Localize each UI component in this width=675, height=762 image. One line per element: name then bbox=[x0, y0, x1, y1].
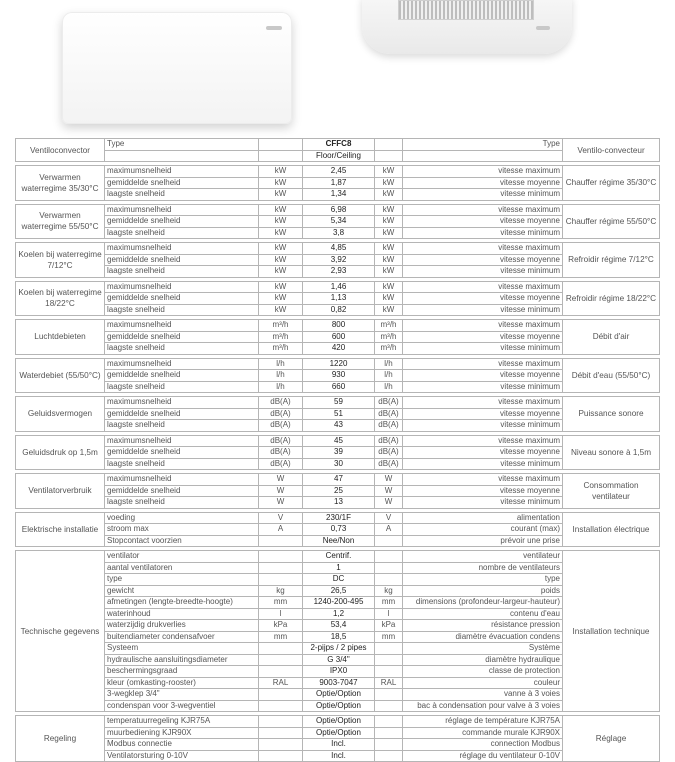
unit-right bbox=[375, 562, 403, 574]
unit-right bbox=[375, 739, 403, 751]
unit-left: kW bbox=[259, 293, 303, 305]
row-label-fr: ventilateur bbox=[403, 551, 563, 563]
unit-left bbox=[259, 700, 303, 712]
brand-logo-icon bbox=[266, 26, 282, 30]
unit-left bbox=[259, 689, 303, 701]
row-value: Incl. bbox=[303, 750, 375, 762]
unit-right: kW bbox=[375, 177, 403, 189]
table-row bbox=[16, 358, 660, 370]
unit-right: m³/h bbox=[375, 320, 403, 332]
group-label-fr: Refroidir régime 18/22°C bbox=[563, 281, 660, 316]
row-label-fr: vitesse minimum bbox=[403, 227, 563, 239]
unit-left: kW bbox=[259, 204, 303, 216]
unit-left: kg bbox=[259, 585, 303, 597]
row-label-nl: condenspan voor 3-wegventiel bbox=[105, 700, 259, 712]
unit-right bbox=[375, 654, 403, 666]
row-label-fr: vitesse maximum bbox=[403, 397, 563, 409]
unit-left: dB(A) bbox=[259, 447, 303, 459]
row-value: 2,45 bbox=[303, 166, 375, 178]
row-label-nl: maximumsnelheid bbox=[105, 281, 259, 293]
row-value: Nee/Non bbox=[303, 535, 375, 547]
row-value: 9003-7047 bbox=[303, 677, 375, 689]
unit-right: A bbox=[375, 524, 403, 536]
row-label-nl: gemiddelde snelheid bbox=[105, 485, 259, 497]
row-label-fr: connection Modbus bbox=[403, 739, 563, 751]
group-label-fr: Niveau sonore à 1,5m bbox=[563, 435, 660, 470]
nl-title: Ventiloconvector bbox=[16, 139, 105, 162]
row-label-fr: vitesse moyenne bbox=[403, 370, 563, 382]
group-label-fr: Débit d'air bbox=[563, 320, 660, 355]
unit-left bbox=[259, 562, 303, 574]
row-label-fr: vitesse minimum bbox=[403, 343, 563, 355]
row-value: 1,13 bbox=[303, 293, 375, 305]
row-value: 1,34 bbox=[303, 189, 375, 201]
unit-right: l/h bbox=[375, 370, 403, 382]
row-label-nl: temperatuurregeling KJR75A bbox=[105, 716, 259, 728]
unit-right: dB(A) bbox=[375, 408, 403, 420]
row-value: 45 bbox=[303, 435, 375, 447]
table-row bbox=[16, 512, 660, 524]
row-value: 5,34 bbox=[303, 216, 375, 228]
row-label-fr: vitesse moyenne bbox=[403, 177, 563, 189]
unit-right bbox=[375, 716, 403, 728]
row-label-fr: vitesse maximum bbox=[403, 320, 563, 332]
row-value: 1,2 bbox=[303, 608, 375, 620]
unit-left: dB(A) bbox=[259, 420, 303, 432]
row-label-fr: vitesse moyenne bbox=[403, 216, 563, 228]
row-value: 13 bbox=[303, 497, 375, 509]
table-row bbox=[16, 551, 660, 563]
unit-right: l/h bbox=[375, 358, 403, 370]
unit-left: RAL bbox=[259, 677, 303, 689]
unit-right bbox=[375, 551, 403, 563]
unit-left: W bbox=[259, 474, 303, 486]
row-label-nl: gemiddelde snelheid bbox=[105, 293, 259, 305]
unit-left: m³/h bbox=[259, 320, 303, 332]
group-label-fr: Chauffer régime 35/30°C bbox=[563, 166, 660, 201]
unit-left bbox=[259, 654, 303, 666]
unit-left: kW bbox=[259, 189, 303, 201]
unit-left bbox=[259, 739, 303, 751]
group-label-fr: Puissance sonore bbox=[563, 397, 660, 432]
row-label-fr: réglage du ventilateur 0-10V bbox=[403, 750, 563, 762]
unit-left: W bbox=[259, 497, 303, 509]
unit-right: mm bbox=[375, 597, 403, 609]
group-label-fr: Installation électrique bbox=[563, 512, 660, 547]
row-label-nl: laagste snelheid bbox=[105, 497, 259, 509]
row-value: 1240-200-495 bbox=[303, 597, 375, 609]
row-label-nl: gewicht bbox=[105, 585, 259, 597]
group-label-fr: Débit d'eau (55/50°C) bbox=[563, 358, 660, 393]
row-label-fr: vitesse minimum bbox=[403, 381, 563, 393]
unit-right: kW bbox=[375, 293, 403, 305]
unit-left: mm bbox=[259, 597, 303, 609]
model-name: CFFC8 bbox=[303, 139, 375, 151]
row-value: 4,85 bbox=[303, 243, 375, 255]
unit-right bbox=[375, 689, 403, 701]
unit-right: dB(A) bbox=[375, 420, 403, 432]
row-value: 26,5 bbox=[303, 585, 375, 597]
row-value: Optie/Option bbox=[303, 689, 375, 701]
row-label-nl: laagste snelheid bbox=[105, 381, 259, 393]
row-label-nl: kleur (omkasting-rooster) bbox=[105, 677, 259, 689]
unit-left: kW bbox=[259, 243, 303, 255]
row-label-nl: gemiddelde snelheid bbox=[105, 447, 259, 459]
row-value: 25 bbox=[303, 485, 375, 497]
unit-right: kW bbox=[375, 166, 403, 178]
row-value: 600 bbox=[303, 331, 375, 343]
table-row bbox=[16, 435, 660, 447]
row-label-nl: maximumsnelheid bbox=[105, 435, 259, 447]
row-label-fr: dimensions (profondeur-largeur-hauteur) bbox=[403, 597, 563, 609]
product-images bbox=[0, 0, 675, 138]
row-label-nl: laagste snelheid bbox=[105, 304, 259, 316]
group-label-fr: Consommation ventilateur bbox=[563, 474, 660, 509]
row-label-fr: vitesse moyenne bbox=[403, 447, 563, 459]
unit-left bbox=[259, 551, 303, 563]
row-label-nl: Systeem bbox=[105, 643, 259, 655]
row-label-nl: gemiddelde snelheid bbox=[105, 331, 259, 343]
table-row bbox=[16, 397, 660, 409]
type-label-fr: Type bbox=[403, 139, 563, 151]
unit-right: RAL bbox=[375, 677, 403, 689]
group-label-fr: Refroidir régime 7/12°C bbox=[563, 243, 660, 278]
row-label-fr: alimentation bbox=[403, 512, 563, 524]
row-value: DC bbox=[303, 574, 375, 586]
unit-right: m³/h bbox=[375, 343, 403, 355]
row-label-fr: réglage de température KJR75A bbox=[403, 716, 563, 728]
row-label-fr: type bbox=[403, 574, 563, 586]
row-value: 30 bbox=[303, 458, 375, 470]
group-label-nl: Geluidsdruk op 1,5m bbox=[16, 435, 105, 470]
unit-left: m³/h bbox=[259, 331, 303, 343]
row-label-fr: contenu d'eau bbox=[403, 608, 563, 620]
row-label-fr: vitesse minimum bbox=[403, 420, 563, 432]
row-label-nl: gemiddelde snelheid bbox=[105, 254, 259, 266]
row-value: 1220 bbox=[303, 358, 375, 370]
unit-right bbox=[375, 535, 403, 547]
row-label-fr: Système bbox=[403, 643, 563, 655]
unit-left: l/h bbox=[259, 358, 303, 370]
row-label-fr: vitesse moyenne bbox=[403, 293, 563, 305]
row-label-fr: résistance pression bbox=[403, 620, 563, 632]
table-row bbox=[16, 474, 660, 486]
row-value: 3,8 bbox=[303, 227, 375, 239]
row-value: Centrif. bbox=[303, 551, 375, 563]
row-label-nl: laagste snelheid bbox=[105, 227, 259, 239]
unit-left: l bbox=[259, 608, 303, 620]
row-label-fr: vitesse moyenne bbox=[403, 331, 563, 343]
group-label-nl: Luchtdebieten bbox=[16, 320, 105, 355]
unit-right: kW bbox=[375, 304, 403, 316]
row-label-nl: maximumsnelheid bbox=[105, 204, 259, 216]
unit-left: kW bbox=[259, 216, 303, 228]
fr-title: Ventilo-convecteur bbox=[563, 139, 660, 162]
row-label-nl: 3-wegklep 3/4" bbox=[105, 689, 259, 701]
row-label-nl: buitendiameter condensafvoer bbox=[105, 631, 259, 643]
row-label-nl: aantal ventilatoren bbox=[105, 562, 259, 574]
type-label-nl: Type bbox=[105, 139, 259, 151]
row-label-nl: maximumsnelheid bbox=[105, 243, 259, 255]
row-label-fr: nombre de ventilateurs bbox=[403, 562, 563, 574]
unit-right: mm bbox=[375, 631, 403, 643]
row-value: Incl. bbox=[303, 739, 375, 751]
row-value: Optie/Option bbox=[303, 716, 375, 728]
unit-left: l/h bbox=[259, 370, 303, 382]
unit-left: A bbox=[259, 524, 303, 536]
row-label-nl: laagste snelheid bbox=[105, 343, 259, 355]
row-value: 47 bbox=[303, 474, 375, 486]
row-value: 930 bbox=[303, 370, 375, 382]
unit-left: kW bbox=[259, 227, 303, 239]
unit-left: dB(A) bbox=[259, 397, 303, 409]
spec-table bbox=[15, 138, 660, 762]
unit-left: mm bbox=[259, 631, 303, 643]
unit-right: kW bbox=[375, 189, 403, 201]
row-label-nl: Ventilatorsturing 0-10V bbox=[105, 750, 259, 762]
row-label-nl: muurbediening KJR90X bbox=[105, 727, 259, 739]
unit-right bbox=[375, 727, 403, 739]
unit-left bbox=[259, 643, 303, 655]
row-value: 1,46 bbox=[303, 281, 375, 293]
unit-right: kW bbox=[375, 227, 403, 239]
table-row bbox=[16, 204, 660, 216]
row-label-nl: beschermingsgraad bbox=[105, 666, 259, 678]
unit-left bbox=[259, 535, 303, 547]
unit-left: kW bbox=[259, 166, 303, 178]
unit-left bbox=[259, 716, 303, 728]
unit-right bbox=[375, 700, 403, 712]
group-label-nl: Technische gegevens bbox=[16, 551, 105, 712]
group-label-nl: Regeling bbox=[16, 716, 105, 762]
row-value: 51 bbox=[303, 408, 375, 420]
row-label-nl: laagste snelheid bbox=[105, 458, 259, 470]
row-label-nl: hydraulische aansluitingsdiameter bbox=[105, 654, 259, 666]
row-value: 2,93 bbox=[303, 266, 375, 278]
row-label-nl: maximumsnelheid bbox=[105, 397, 259, 409]
row-label-nl: gemiddelde snelheid bbox=[105, 370, 259, 382]
row-label-fr: vitesse moyenne bbox=[403, 485, 563, 497]
row-label-nl: gemiddelde snelheid bbox=[105, 177, 259, 189]
table-row bbox=[16, 716, 660, 728]
unit-right: dB(A) bbox=[375, 447, 403, 459]
row-label-nl: waterzijdig drukverlies bbox=[105, 620, 259, 632]
unit-left bbox=[259, 750, 303, 762]
table-row bbox=[16, 281, 660, 293]
row-label-fr: vitesse maximum bbox=[403, 435, 563, 447]
brand-logo-icon bbox=[536, 26, 550, 30]
row-value: 39 bbox=[303, 447, 375, 459]
row-label-fr: vitesse maximum bbox=[403, 243, 563, 255]
group-label-fr: Chauffer régime 55/50°C bbox=[563, 204, 660, 239]
unit-right bbox=[375, 574, 403, 586]
row-value: 800 bbox=[303, 320, 375, 332]
unit-left: kW bbox=[259, 304, 303, 316]
table-row bbox=[16, 166, 660, 178]
row-value: 6,98 bbox=[303, 204, 375, 216]
row-value: 420 bbox=[303, 343, 375, 355]
unit-right: kPa bbox=[375, 620, 403, 632]
row-label-fr: vitesse maximum bbox=[403, 474, 563, 486]
row-label-fr: vitesse minimum bbox=[403, 458, 563, 470]
row-label-fr: vitesse maximum bbox=[403, 166, 563, 178]
group-label-fr: Réglage bbox=[563, 716, 660, 762]
table-row bbox=[16, 243, 660, 255]
row-label-fr: commande murale KJR90X bbox=[403, 727, 563, 739]
row-label-fr: vitesse moyenne bbox=[403, 254, 563, 266]
unit-right bbox=[375, 750, 403, 762]
unit-right: dB(A) bbox=[375, 397, 403, 409]
unit-left: kW bbox=[259, 177, 303, 189]
row-value: IPX0 bbox=[303, 666, 375, 678]
row-label-fr: prévoir une prise bbox=[403, 535, 563, 547]
unit-left bbox=[259, 574, 303, 586]
unit-right: l/h bbox=[375, 381, 403, 393]
row-value: 230/1F bbox=[303, 512, 375, 524]
row-value: 53,4 bbox=[303, 620, 375, 632]
row-label-nl: ventilator bbox=[105, 551, 259, 563]
row-label-nl: Stopcontact voorzien bbox=[105, 535, 259, 547]
unit-right: V bbox=[375, 512, 403, 524]
row-label-nl: maximumsnelheid bbox=[105, 320, 259, 332]
row-label-nl: stroom max bbox=[105, 524, 259, 536]
unit-right: W bbox=[375, 485, 403, 497]
group-label-nl: Waterdebiet (55/50°C) bbox=[16, 358, 105, 393]
row-label-fr: vitesse maximum bbox=[403, 281, 563, 293]
row-label-nl: gemiddelde snelheid bbox=[105, 408, 259, 420]
table-row bbox=[16, 320, 660, 332]
row-label-nl: afmetingen (lengte-breedte-hoogte) bbox=[105, 597, 259, 609]
unit-right: m³/h bbox=[375, 331, 403, 343]
row-label-fr: couleur bbox=[403, 677, 563, 689]
row-label-nl: laagste snelheid bbox=[105, 189, 259, 201]
mounting-type: Floor/Ceiling bbox=[303, 150, 375, 162]
group-label-nl: Verwarmen waterregime 35/30°C bbox=[16, 166, 105, 201]
air-grille-icon bbox=[398, 0, 534, 20]
row-value: Optie/Option bbox=[303, 700, 375, 712]
unit-right: kW bbox=[375, 204, 403, 216]
unit-left bbox=[259, 666, 303, 678]
row-label-fr: vitesse minimum bbox=[403, 189, 563, 201]
row-label-nl: Modbus connectie bbox=[105, 739, 259, 751]
row-label-fr: classe de protection bbox=[403, 666, 563, 678]
unit-left: V bbox=[259, 512, 303, 524]
unit-right bbox=[375, 643, 403, 655]
row-label-fr: bac à condensation pour valve à 3 voies bbox=[403, 700, 563, 712]
row-label-fr: courant (max) bbox=[403, 524, 563, 536]
row-value: 1 bbox=[303, 562, 375, 574]
row-label-nl: gemiddelde snelheid bbox=[105, 216, 259, 228]
unit-left: l/h bbox=[259, 381, 303, 393]
unit-right: kW bbox=[375, 281, 403, 293]
unit-left: kPa bbox=[259, 620, 303, 632]
unit-left: kW bbox=[259, 281, 303, 293]
row-value: 1,87 bbox=[303, 177, 375, 189]
row-label-nl: maximumsnelheid bbox=[105, 166, 259, 178]
unit-right: kW bbox=[375, 254, 403, 266]
row-value: 43 bbox=[303, 420, 375, 432]
group-label-nl: Geluidsvermogen bbox=[16, 397, 105, 432]
row-value: 3,92 bbox=[303, 254, 375, 266]
row-value: 59 bbox=[303, 397, 375, 409]
unit-right bbox=[375, 666, 403, 678]
row-label-fr: diamètre hydraulique bbox=[403, 654, 563, 666]
unit-right: dB(A) bbox=[375, 458, 403, 470]
unit-left: dB(A) bbox=[259, 458, 303, 470]
unit-right: l bbox=[375, 608, 403, 620]
unit-right: W bbox=[375, 474, 403, 486]
row-label-nl: laagste snelheid bbox=[105, 266, 259, 278]
row-label-fr: poids bbox=[403, 585, 563, 597]
row-label-fr: vitesse minimum bbox=[403, 266, 563, 278]
unit-left: m³/h bbox=[259, 343, 303, 355]
unit-left: kW bbox=[259, 266, 303, 278]
unit-left: dB(A) bbox=[259, 408, 303, 420]
row-label-nl: voeding bbox=[105, 512, 259, 524]
group-label-nl: Verwarmen waterregime 55/50°C bbox=[16, 204, 105, 239]
row-value: 2-pijps / 2 pipes bbox=[303, 643, 375, 655]
group-label-nl: Elektrische installatie bbox=[16, 512, 105, 547]
row-label-nl: laagste snelheid bbox=[105, 420, 259, 432]
unit-left: dB(A) bbox=[259, 435, 303, 447]
row-label-nl: type bbox=[105, 574, 259, 586]
row-label-fr: diamètre évacuation condens bbox=[403, 631, 563, 643]
row-label-fr: vitesse maximum bbox=[403, 358, 563, 370]
row-value: 0,73 bbox=[303, 524, 375, 536]
row-label-nl: waterinhoud bbox=[105, 608, 259, 620]
group-label-nl: Koelen bij waterregime 7/12°C bbox=[16, 243, 105, 278]
row-label-fr: vitesse minimum bbox=[403, 497, 563, 509]
unit-right: kW bbox=[375, 266, 403, 278]
group-label-nl: Koelen bij waterregime 18/22°C bbox=[16, 281, 105, 316]
row-label-fr: vitesse maximum bbox=[403, 204, 563, 216]
unit-left: W bbox=[259, 485, 303, 497]
row-value: G 3/4" bbox=[303, 654, 375, 666]
unit-right: dB(A) bbox=[375, 435, 403, 447]
ceiling-unit-image bbox=[362, 0, 572, 54]
unit-left: kW bbox=[259, 254, 303, 266]
header-row bbox=[16, 139, 660, 151]
row-label-fr: vanne à 3 voies bbox=[403, 689, 563, 701]
row-value: 0,82 bbox=[303, 304, 375, 316]
row-label-fr: vitesse moyenne bbox=[403, 408, 563, 420]
unit-right: kW bbox=[375, 243, 403, 255]
floor-unit-image bbox=[62, 12, 292, 124]
row-label-fr: vitesse minimum bbox=[403, 304, 563, 316]
row-value: 18,5 bbox=[303, 631, 375, 643]
unit-right: kg bbox=[375, 585, 403, 597]
group-label-fr: Installation technique bbox=[563, 551, 660, 712]
unit-left bbox=[259, 727, 303, 739]
group-label-nl: Ventilatorverbruik bbox=[16, 474, 105, 509]
row-value: 660 bbox=[303, 381, 375, 393]
row-label-nl: maximumsnelheid bbox=[105, 474, 259, 486]
row-value: Optie/Option bbox=[303, 727, 375, 739]
row-label-nl: maximumsnelheid bbox=[105, 358, 259, 370]
unit-right: kW bbox=[375, 216, 403, 228]
unit-right: W bbox=[375, 497, 403, 509]
